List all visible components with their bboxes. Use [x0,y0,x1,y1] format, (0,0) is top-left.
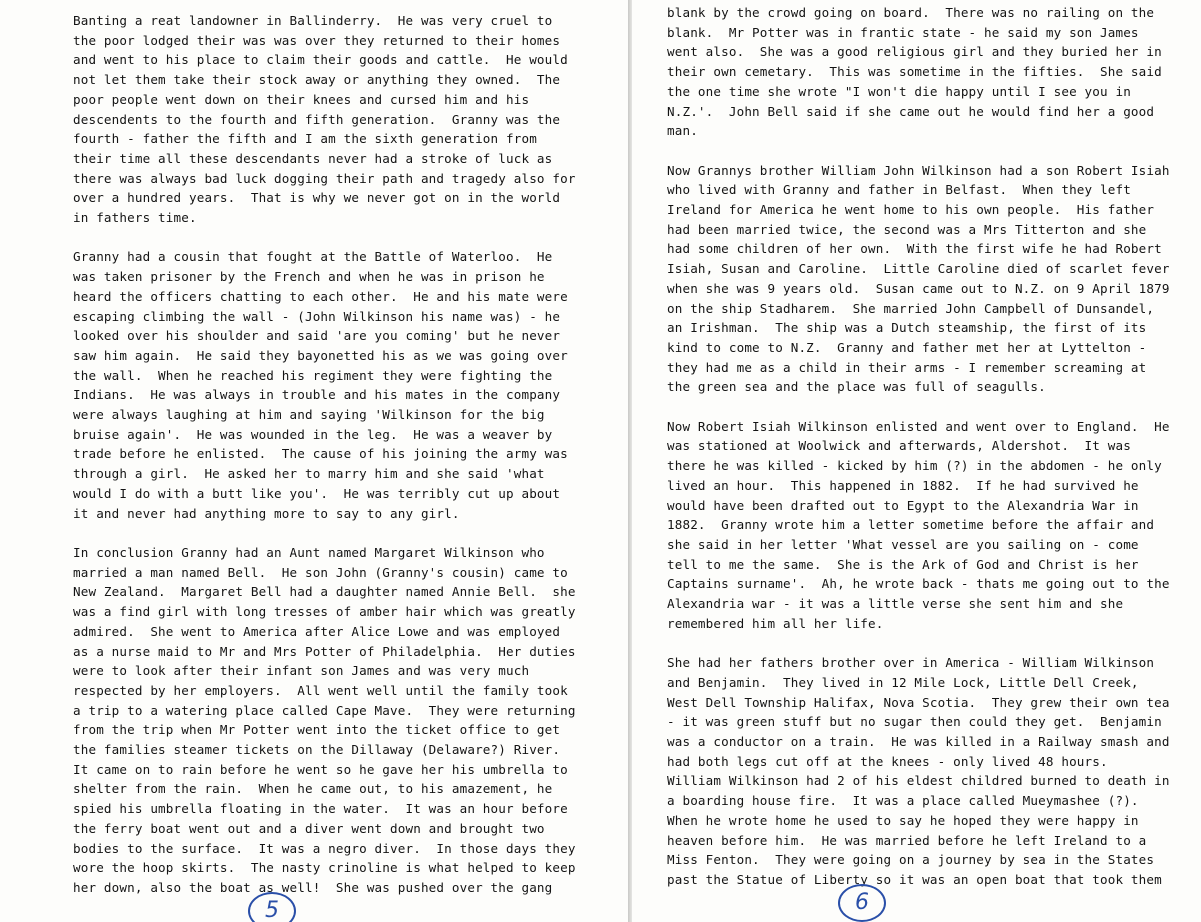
left-page-text: Banting a reat landowner in Ballinderry. He was very cruel to the poor lodged their was was over they returned to their homes and went to his place to claim their goods and cattle. He would not let them take their stock away or anything they owned. The poor people went down on their knees and cursed him and his descendents to the fourth and fifth generation. Granny was the fourth - father the fifth and I am the sixth generation from their time all these descendants never had a stroke of luck as there was always bad luck dogging their path and tragedy also for over a hundred years. That is why we never got on in the world in fathers time. Granny had a cousin that fought at the Battle of Waterloo. He was taken prisoner by the French and when he was in prison he heard the officers chatting to each other. He and his mate were escaping climbing the wall - (John Wilkinson his name was) - he looked over his shoulder and said 'are you coming' but he never saw him again. He said they bayonetted his as we was going over the wall. When he reached his regiment they were fighting the Indians. He was always in trouble and his mates in the company were always laughing at him and saying 'Wilkinson for the big bruise again'. He was wounded in the leg. He was a weaver by trade before he enlisted. The cause of his joining the army was through a girl. He asked her to marry him and she said 'what would I do with a butt like you'. He was terribly cut up about it and never had anything more to say to any girl. In conclusion Granny had an Aunt named Margaret Wilkinson who married a man named Bell. He son John (Granny's cousin) came to New Zealand. Margaret Bell had a daughter named Annie Bell. she was a find girl with long tresses of amber hair which was greatly admired. She went to America after Alice Lowe and was employed as a nurse maid to Mr and Mrs Potter of Philadelphia. Her duties were to look after their infant son James and was very much respected by her employers. All went well until the family took a trip to a watering place called Cape Mave. They were returning from the trip when Mr Potter went into the ticket office to get the families steamer tickets on the Dillaway (Delaware?) River. It came on to rain before he went so he gave her his umbrella to shelter from the rain. When he came out, to his amazement, he spied his umbrella floating in the water. It was an hour before the ferry boat went out and a diver went down and brought two bodies to the surface. It was a negro diver. In those days they wore the hoop skirts. The nasty crinoline is what helped to keep her down, also the boat as well! She was pushed over the gang [73,13,576,895]
right-page-text: blank by the crowd going on board. There was no railing on the blank. Mr Potter was in frantic state - he said my son James went also. She was a good religious girl and they buried her in their own cemetary. This was sometime in the fifties. She said the one time she wrote "I won't die happy until I see you in N.Z.'. John Bell said if she came out he would find her a good man. Now Grannys brother William John Wilkinson had a son Robert Isiah who lived with Granny and father in Belfast. When they left Ireland for America he went home to his own people. His father had been married twice, the second was a Mrs Titterton and she had some children of her own. With the first wife he had Robert Isiah, Susan and Caroline. Little Caroline died of scarlet fever when she was 9 years old. Susan came out to N.Z. on 9 April 1879 on the ship Stadharem. She married John Campbell of Dunsandel, an Irishman. The ship was a Dutch steamship, the first of its kind to come to N.Z. Granny and father met her at Lyttelton - they had me as a child in their arms - I remember screaming at the green sea and the place was full of seagulls. Now Robert Isiah Wilkinson enlisted and went over to England. He was stationed at Woolwick and afterwards, Aldershot. It was there he was killed - kicked by him (?) in the abdomen - he only lived an hour. This happened in 1882. If he had survived he would have been drafted out to Egypt to the Alexandria War in 1882. Granny wrote him a letter sometime before the affair and she said in her letter 'What vessel are you sailing on - come tell to me the same. She is the Ark of God and Christ is her Captains surname'. Ah, he wrote back - thats me going out to the Alexandria war - it was a little verse she sent him and she remembered him all her life. She had her fathers brother over in America - William Wilkinson and Benjamin. They lived in 12 Mile Lock, Little Dell Creek, West Dell Township Halifax, Nova Scotia. They grew their own tea - it was green stuff but no sugar then could they get. Benjamin was a conductor on a train. He was killed in a Railway smash and had both legs cut off at the knees - only lived 48 hours. William Wilkinson had 2 of his eldest childred burned to death in a boarding house fire. It was a place called Mueymashee (?). When he wrote home he used to say he hoped they were happy in heaven before him. He was married before he left Ireland to a Miss Fenton. They were going on a journey by sea in the States past the Statue of Liberty so it was an open boat that took them [667,5,1170,887]
left-page-number: 5 [248,892,296,922]
right-page [632,0,1201,922]
right-page-number: 6 [838,884,886,922]
